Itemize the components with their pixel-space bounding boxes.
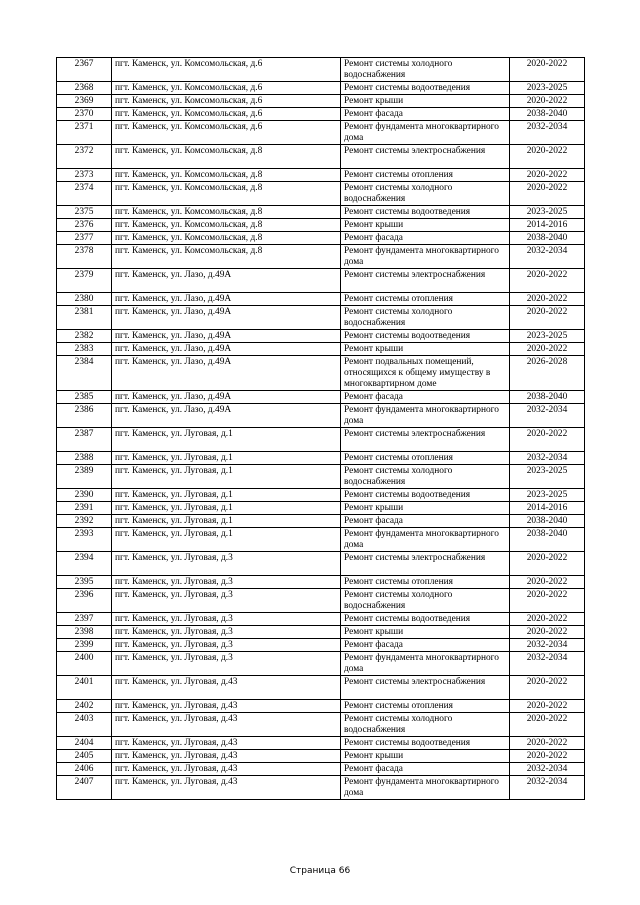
row-number-cell: 2379 [57, 269, 112, 293]
period-cell: 2023-2025 [510, 206, 585, 219]
period-cell: 2020-2022 [510, 306, 585, 330]
period-cell: 2020-2022 [510, 589, 585, 613]
table-row [57, 330, 585, 343]
work-type-cell: Ремонт фасада [341, 108, 510, 121]
period-cell: 2020-2022 [510, 182, 585, 206]
work-type-cell: Ремонт крыши [341, 502, 510, 515]
table-row [57, 306, 585, 330]
table-row [57, 293, 585, 306]
row-number-cell: 2367 [57, 58, 112, 82]
work-type-cell: Ремонт системы водоотведения [341, 613, 510, 626]
table-row [57, 452, 585, 465]
address-cell: пгт. Каменск, ул. Комсомольская, д.8 [112, 145, 341, 169]
address-cell: пгт. Каменск, ул. Луговая, д.3 [112, 552, 341, 576]
address-cell: пгт. Каменск, ул. Луговая, д.1 [112, 502, 341, 515]
work-type-cell: Ремонт системы отопления [341, 452, 510, 465]
period-cell: 2023-2025 [510, 330, 585, 343]
table-row [57, 713, 585, 737]
work-type-cell: Ремонт фасада [341, 515, 510, 528]
table-row [57, 95, 585, 108]
work-type-cell: Ремонт системы электроснабжения [341, 676, 510, 700]
table-row [57, 269, 585, 293]
row-number-cell: 2378 [57, 245, 112, 269]
work-type-cell: Ремонт системы отопления [341, 293, 510, 306]
address-cell: пгт. Каменск, ул. Лазо, д.49А [112, 330, 341, 343]
period-cell: 2026-2028 [510, 356, 585, 391]
table-row [57, 576, 585, 589]
work-type-cell: Ремонт фасада [341, 763, 510, 776]
row-number-cell: 2405 [57, 750, 112, 763]
row-number-cell: 2376 [57, 219, 112, 232]
period-cell: 2020-2022 [510, 343, 585, 356]
table-row [57, 552, 585, 576]
row-number-cell: 2393 [57, 528, 112, 552]
address-cell: пгт. Каменск, ул. Луговая, д.43 [112, 737, 341, 750]
period-cell: 2032-2034 [510, 652, 585, 676]
table-row [57, 219, 585, 232]
period-cell: 2038-2040 [510, 515, 585, 528]
work-type-cell: Ремонт системы холодного водоснабжения [341, 306, 510, 330]
row-number-cell: 2375 [57, 206, 112, 219]
address-cell: пгт. Каменск, ул. Комсомольская, д.8 [112, 219, 341, 232]
address-cell: пгт. Каменск, ул. Лазо, д.49А [112, 391, 341, 404]
row-number-cell: 2401 [57, 676, 112, 700]
period-cell: 2032-2034 [510, 404, 585, 428]
table-row [57, 182, 585, 206]
work-type-cell: Ремонт фасада [341, 391, 510, 404]
period-cell: 2020-2022 [510, 552, 585, 576]
table-row [57, 776, 585, 800]
row-number-cell: 2374 [57, 182, 112, 206]
repair-schedule-table [56, 57, 585, 800]
period-cell: 2032-2034 [510, 121, 585, 145]
table-row [57, 428, 585, 452]
work-type-cell: Ремонт подвальных помещений, относящихся к общему имуществу в многоквартирном доме [341, 356, 510, 391]
row-number-cell: 2407 [57, 776, 112, 800]
period-cell: 2020-2022 [510, 169, 585, 182]
address-cell: пгт. Каменск, ул. Луговая, д.1 [112, 465, 341, 489]
row-number-cell: 2385 [57, 391, 112, 404]
table-row [57, 737, 585, 750]
row-number-cell: 2377 [57, 232, 112, 245]
table-row [57, 343, 585, 356]
work-type-cell: Ремонт фундамента многоквартирного дома [341, 245, 510, 269]
period-cell: 2020-2022 [510, 576, 585, 589]
period-cell: 2038-2040 [510, 391, 585, 404]
work-type-cell: Ремонт крыши [341, 750, 510, 763]
period-cell: 2023-2025 [510, 489, 585, 502]
table-row [57, 58, 585, 82]
period-cell: 2020-2022 [510, 269, 585, 293]
address-cell: пгт. Каменск, ул. Комсомольская, д.6 [112, 58, 341, 82]
address-cell: пгт. Каменск, ул. Луговая, д.3 [112, 652, 341, 676]
address-cell: пгт. Каменск, ул. Комсомольская, д.6 [112, 121, 341, 145]
address-cell: пгт. Каменск, ул. Лазо, д.49А [112, 269, 341, 293]
address-cell: пгт. Каменск, ул. Луговая, д.43 [112, 713, 341, 737]
row-number-cell: 2370 [57, 108, 112, 121]
work-type-cell: Ремонт системы холодного водоснабжения [341, 465, 510, 489]
period-cell: 2038-2040 [510, 108, 585, 121]
work-type-cell: Ремонт фундамента многоквартирного дома [341, 121, 510, 145]
table-row [57, 356, 585, 391]
row-number-cell: 2383 [57, 343, 112, 356]
work-type-cell: Ремонт фасада [341, 232, 510, 245]
period-cell: 2014-2016 [510, 219, 585, 232]
address-cell: пгт. Каменск, ул. Луговая, д.1 [112, 515, 341, 528]
table-row [57, 626, 585, 639]
row-number-cell: 2368 [57, 82, 112, 95]
period-cell: 2020-2022 [510, 626, 585, 639]
period-cell: 2032-2034 [510, 452, 585, 465]
address-cell: пгт. Каменск, ул. Луговая, д.1 [112, 452, 341, 465]
table-row [57, 232, 585, 245]
address-cell: пгт. Каменск, ул. Луговая, д.3 [112, 626, 341, 639]
address-cell: пгт. Каменск, ул. Лазо, д.49А [112, 356, 341, 391]
row-number-cell: 2398 [57, 626, 112, 639]
table-row [57, 489, 585, 502]
table-row [57, 391, 585, 404]
work-type-cell: Ремонт системы холодного водоснабжения [341, 58, 510, 82]
row-number-cell: 2382 [57, 330, 112, 343]
period-cell: 2038-2040 [510, 528, 585, 552]
work-type-cell: Ремонт системы холодного водоснабжения [341, 589, 510, 613]
work-type-cell: Ремонт крыши [341, 95, 510, 108]
address-cell: пгт. Каменск, ул. Луговая, д.43 [112, 750, 341, 763]
work-type-cell: Ремонт системы электроснабжения [341, 552, 510, 576]
period-cell: 2038-2040 [510, 232, 585, 245]
period-cell: 2023-2025 [510, 82, 585, 95]
row-number-cell: 2386 [57, 404, 112, 428]
row-number-cell: 2396 [57, 589, 112, 613]
period-cell: 2020-2022 [510, 95, 585, 108]
page-footer [0, 866, 640, 876]
period-cell: 2020-2022 [510, 293, 585, 306]
row-number-cell: 2372 [57, 145, 112, 169]
row-number-cell: 2399 [57, 639, 112, 652]
work-type-cell: Ремонт крыши [341, 343, 510, 356]
work-type-cell: Ремонт крыши [341, 626, 510, 639]
address-cell: пгт. Каменск, ул. Лазо, д.49А [112, 404, 341, 428]
period-cell: 2020-2022 [510, 737, 585, 750]
work-type-cell: Ремонт системы водоотведения [341, 82, 510, 95]
address-cell: пгт. Каменск, ул. Лазо, д.49А [112, 306, 341, 330]
period-cell: 2020-2022 [510, 713, 585, 737]
row-number-cell: 2380 [57, 293, 112, 306]
row-number-cell: 2402 [57, 700, 112, 713]
table-row [57, 528, 585, 552]
work-type-cell: Ремонт системы холодного водоснабжения [341, 713, 510, 737]
table-row [57, 639, 585, 652]
table-row [57, 652, 585, 676]
address-cell: пгт. Каменск, ул. Луговая, д.43 [112, 676, 341, 700]
table-row [57, 763, 585, 776]
period-cell: 2023-2025 [510, 465, 585, 489]
work-type-cell: Ремонт системы отопления [341, 576, 510, 589]
address-cell: пгт. Каменск, ул. Комсомольская, д.6 [112, 108, 341, 121]
table-row [57, 82, 585, 95]
row-number-cell: 2400 [57, 652, 112, 676]
period-cell: 2032-2034 [510, 763, 585, 776]
table-row [57, 613, 585, 626]
work-type-cell: Ремонт системы отопления [341, 700, 510, 713]
period-cell: 2020-2022 [510, 613, 585, 626]
address-cell: пгт. Каменск, ул. Луговая, д.1 [112, 428, 341, 452]
work-type-cell: Ремонт фундамента многоквартирного дома [341, 404, 510, 428]
table-row [57, 465, 585, 489]
period-cell: 2032-2034 [510, 639, 585, 652]
address-cell: пгт. Каменск, ул. Лазо, д.49А [112, 293, 341, 306]
period-cell: 2014-2016 [510, 502, 585, 515]
period-cell: 2020-2022 [510, 145, 585, 169]
address-cell: пгт. Каменск, ул. Комсомольская, д.6 [112, 82, 341, 95]
address-cell: пгт. Каменск, ул. Луговая, д.3 [112, 589, 341, 613]
period-cell: 2020-2022 [510, 58, 585, 82]
table-row [57, 515, 585, 528]
address-cell: пгт. Каменск, ул. Луговая, д.43 [112, 700, 341, 713]
table-row [57, 502, 585, 515]
work-type-cell: Ремонт системы холодного водоснабжения [341, 182, 510, 206]
address-cell: пгт. Каменск, ул. Луговая, д.1 [112, 528, 341, 552]
address-cell: пгт. Каменск, ул. Луговая, д.3 [112, 576, 341, 589]
work-type-cell: Ремонт системы отопления [341, 169, 510, 182]
row-number-cell: 2387 [57, 428, 112, 452]
address-cell: пгт. Каменск, ул. Комсомольская, д.8 [112, 245, 341, 269]
table-row [57, 108, 585, 121]
work-type-cell: Ремонт системы водоотведения [341, 737, 510, 750]
work-type-cell: Ремонт системы электроснабжения [341, 145, 510, 169]
row-number-cell: 2394 [57, 552, 112, 576]
work-type-cell: Ремонт системы водоотведения [341, 330, 510, 343]
period-cell: 2032-2034 [510, 776, 585, 800]
address-cell: пгт. Каменск, ул. Луговая, д.43 [112, 763, 341, 776]
page-number-label: Страница 66 [289, 866, 351, 876]
row-number-cell: 2395 [57, 576, 112, 589]
row-number-cell: 2389 [57, 465, 112, 489]
address-cell: пгт. Каменск, ул. Комсомольская, д.8 [112, 232, 341, 245]
row-number-cell: 2404 [57, 737, 112, 750]
row-number-cell: 2381 [57, 306, 112, 330]
table-row [57, 121, 585, 145]
period-cell: 2020-2022 [510, 700, 585, 713]
work-type-cell: Ремонт фундамента многоквартирного дома [341, 528, 510, 552]
address-cell: пгт. Каменск, ул. Лазо, д.49А [112, 343, 341, 356]
row-number-cell: 2403 [57, 713, 112, 737]
work-type-cell: Ремонт системы электроснабжения [341, 428, 510, 452]
period-cell: 2020-2022 [510, 750, 585, 763]
work-type-cell: Ремонт фасада [341, 639, 510, 652]
address-cell: пгт. Каменск, ул. Луговая, д.3 [112, 639, 341, 652]
row-number-cell: 2406 [57, 763, 112, 776]
row-number-cell: 2391 [57, 502, 112, 515]
period-cell: 2032-2034 [510, 245, 585, 269]
row-number-cell: 2397 [57, 613, 112, 626]
work-type-cell: Ремонт системы водоотведения [341, 206, 510, 219]
work-type-cell: Ремонт фундамента многоквартирного дома [341, 776, 510, 800]
period-cell: 2020-2022 [510, 428, 585, 452]
table-row [57, 404, 585, 428]
table-row [57, 589, 585, 613]
table-row [57, 676, 585, 700]
address-cell: пгт. Каменск, ул. Луговая, д.43 [112, 776, 341, 800]
work-type-cell: Ремонт системы водоотведения [341, 489, 510, 502]
address-cell: пгт. Каменск, ул. Комсомольская, д.8 [112, 169, 341, 182]
address-cell: пгт. Каменск, ул. Комсомольская, д.8 [112, 206, 341, 219]
table-row [57, 206, 585, 219]
row-number-cell: 2388 [57, 452, 112, 465]
table-row [57, 169, 585, 182]
row-number-cell: 2369 [57, 95, 112, 108]
table-body [57, 58, 585, 800]
row-number-cell: 2392 [57, 515, 112, 528]
row-number-cell: 2384 [57, 356, 112, 391]
address-cell: пгт. Каменск, ул. Луговая, д.1 [112, 489, 341, 502]
row-number-cell: 2373 [57, 169, 112, 182]
work-type-cell: Ремонт крыши [341, 219, 510, 232]
table-row [57, 245, 585, 269]
work-type-cell: Ремонт системы электроснабжения [341, 269, 510, 293]
row-number-cell: 2371 [57, 121, 112, 145]
table-row [57, 145, 585, 169]
table-row [57, 750, 585, 763]
address-cell: пгт. Каменск, ул. Луговая, д.3 [112, 613, 341, 626]
table-row [57, 700, 585, 713]
work-type-cell: Ремонт фундамента многоквартирного дома [341, 652, 510, 676]
address-cell: пгт. Каменск, ул. Комсомольская, д.6 [112, 95, 341, 108]
address-cell: пгт. Каменск, ул. Комсомольская, д.8 [112, 182, 341, 206]
period-cell: 2020-2022 [510, 676, 585, 700]
row-number-cell: 2390 [57, 489, 112, 502]
